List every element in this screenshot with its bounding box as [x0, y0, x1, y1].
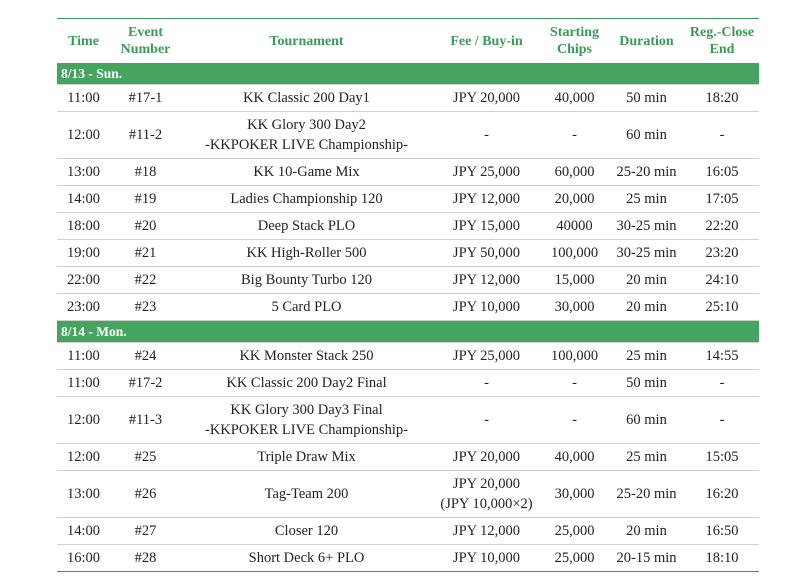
fee-line: JPY 10,000 — [452, 550, 521, 566]
cell-event-number: #18 — [110, 159, 181, 186]
header-starting-chips — [541, 19, 608, 64]
cell-time: 11:00 — [57, 343, 110, 370]
cell-tournament — [181, 112, 432, 159]
cell-tournament — [181, 240, 432, 267]
cell-duration: 50 min — [608, 85, 685, 112]
fee-line: JPY 12,000 — [452, 523, 521, 539]
cell-duration: 25 min — [608, 186, 685, 213]
cell-tournament — [181, 444, 432, 471]
cell-tournament — [181, 471, 432, 518]
day-row — [57, 321, 759, 343]
fee-line: - — [484, 412, 489, 428]
cell-event-number: #25 — [110, 444, 181, 471]
cell-time: 23:00 — [57, 294, 110, 321]
cell-duration: 25 min — [608, 444, 685, 471]
cell-fee — [432, 213, 541, 240]
table-row — [57, 294, 759, 321]
table-row — [57, 343, 759, 370]
fee-line: JPY 50,000 — [452, 245, 521, 261]
tournament-line: KK Glory 300 Day3 Final — [230, 402, 383, 418]
table-row — [57, 186, 759, 213]
cell-starting-chips: 40,000 — [541, 85, 608, 112]
cell-fee — [432, 370, 541, 397]
header-event-line1: Event — [128, 25, 163, 40]
cell-starting-chips: - — [541, 397, 608, 444]
header-end-line1: Reg.-Close — [689, 25, 755, 40]
header-duration: Duration — [608, 19, 685, 64]
day-row — [57, 63, 759, 85]
tournament-line: -KKPOKER LIVE Championship- — [205, 422, 408, 438]
fee-line: JPY 15,000 — [452, 218, 521, 234]
cell-reg-close-end: - — [685, 112, 759, 159]
cell-starting-chips: 30,000 — [541, 471, 608, 518]
cell-event-number: #11-2 — [110, 112, 181, 159]
cell-reg-close-end: 25:10 — [685, 294, 759, 321]
fee-line: JPY 25,000 — [452, 164, 521, 180]
fee-line: JPY 20,000 — [452, 449, 521, 465]
cell-time: 12:00 — [57, 444, 110, 471]
cell-tournament — [181, 518, 432, 545]
cell-duration: 25-20 min — [608, 471, 685, 518]
tournament-line: KK Glory 300 Day2 — [247, 117, 366, 133]
cell-event-number: #19 — [110, 186, 181, 213]
cell-reg-close-end: 18:10 — [685, 545, 759, 572]
fee-line: JPY 25,000 — [452, 348, 521, 364]
fee-line: - — [484, 375, 489, 391]
header-tournament: Tournament — [181, 19, 432, 64]
tournament-line: Tag-Team 200 — [264, 486, 349, 502]
cell-duration: 25-20 min — [608, 159, 685, 186]
cell-starting-chips: - — [541, 112, 608, 159]
cell-fee — [432, 267, 541, 294]
cell-time: 12:00 — [57, 112, 110, 159]
cell-tournament — [181, 159, 432, 186]
cell-reg-close-end: 15:05 — [685, 444, 759, 471]
cell-reg-close-end: 23:20 — [685, 240, 759, 267]
cell-fee — [432, 294, 541, 321]
cell-fee — [432, 518, 541, 545]
cell-time: 14:00 — [57, 518, 110, 545]
table-row — [57, 112, 759, 159]
cell-time: 12:00 — [57, 397, 110, 444]
table-body — [57, 63, 759, 572]
cell-event-number: #17-1 — [110, 85, 181, 112]
cell-duration: 20 min — [608, 518, 685, 545]
cell-starting-chips: 15,000 — [541, 267, 608, 294]
cell-event-number: #22 — [110, 267, 181, 294]
table-row — [57, 518, 759, 545]
fee-line: JPY 20,000 — [452, 90, 521, 106]
cell-fee — [432, 112, 541, 159]
cell-fee — [432, 186, 541, 213]
cell-fee — [432, 85, 541, 112]
cell-reg-close-end: - — [685, 397, 759, 444]
cell-fee — [432, 444, 541, 471]
fee-line: JPY 20,000 — [452, 476, 521, 492]
cell-tournament — [181, 294, 432, 321]
table-row — [57, 545, 759, 572]
cell-duration: 50 min — [608, 370, 685, 397]
cell-fee — [432, 397, 541, 444]
cell-starting-chips: 60,000 — [541, 159, 608, 186]
cell-duration: 60 min — [608, 112, 685, 159]
tournament-line: Triple Draw Mix — [257, 449, 356, 465]
fee-line: JPY 12,000 — [452, 191, 521, 207]
cell-reg-close-end: 18:20 — [685, 85, 759, 112]
tournament-line: KK 10-Game Mix — [253, 164, 360, 180]
cell-event-number: #17-2 — [110, 370, 181, 397]
cell-starting-chips: 40,000 — [541, 444, 608, 471]
cell-time: 19:00 — [57, 240, 110, 267]
cell-event-number: #20 — [110, 213, 181, 240]
cell-event-number: #21 — [110, 240, 181, 267]
cell-reg-close-end: 16:20 — [685, 471, 759, 518]
header-reg-close-end — [685, 19, 759, 64]
cell-duration: 25 min — [608, 343, 685, 370]
tournament-line: Ladies Championship 120 — [230, 191, 383, 207]
cell-time: 16:00 — [57, 545, 110, 572]
cell-time: 11:00 — [57, 370, 110, 397]
table-row — [57, 397, 759, 444]
cell-event-number: #26 — [110, 471, 181, 518]
cell-event-number: #11-3 — [110, 397, 181, 444]
tournament-line: 5 Card PLO — [271, 299, 342, 315]
cell-duration: 20 min — [608, 267, 685, 294]
cell-time: 18:00 — [57, 213, 110, 240]
cell-tournament — [181, 370, 432, 397]
tournament-line: KK Classic 200 Day1 — [243, 90, 370, 106]
cell-tournament — [181, 213, 432, 240]
cell-tournament — [181, 186, 432, 213]
table-row — [57, 213, 759, 240]
cell-tournament — [181, 85, 432, 112]
header-chips-line1: Starting — [550, 25, 599, 40]
header-chips-line2: Chips — [556, 42, 593, 57]
cell-fee — [432, 471, 541, 518]
cell-tournament — [181, 343, 432, 370]
cell-starting-chips: 25,000 — [541, 518, 608, 545]
cell-starting-chips: 40000 — [541, 213, 608, 240]
cell-fee — [432, 343, 541, 370]
cell-event-number: #23 — [110, 294, 181, 321]
cell-tournament — [181, 267, 432, 294]
table-row — [57, 159, 759, 186]
cell-tournament — [181, 545, 432, 572]
header-time: Time — [57, 19, 110, 64]
header-end-line2: End — [709, 42, 735, 57]
cell-event-number: #24 — [110, 343, 181, 370]
cell-duration: 20 min — [608, 294, 685, 321]
tournament-line: -KKPOKER LIVE Championship- — [205, 137, 408, 153]
day-label: 8/13 - Sun. — [57, 63, 759, 85]
tournament-line: Short Deck 6+ PLO — [248, 550, 365, 566]
fee-line: (JPY 10,000×2) — [440, 496, 533, 512]
tournament-line: Big Bounty Turbo 120 — [241, 272, 372, 288]
cell-event-number: #28 — [110, 545, 181, 572]
cell-fee — [432, 159, 541, 186]
cell-time: 13:00 — [57, 471, 110, 518]
table-row — [57, 85, 759, 112]
tournament-line: KK Classic 200 Day2 Final — [226, 375, 387, 391]
cell-fee — [432, 545, 541, 572]
cell-reg-close-end: 22:20 — [685, 213, 759, 240]
cell-starting-chips: 25,000 — [541, 545, 608, 572]
tournament-line: KK High-Roller 500 — [246, 245, 367, 261]
tournament-line: KK Monster Stack 250 — [239, 348, 374, 364]
cell-time: 13:00 — [57, 159, 110, 186]
tournament-line: Deep Stack PLO — [257, 218, 356, 234]
cell-reg-close-end: 16:50 — [685, 518, 759, 545]
table-row — [57, 240, 759, 267]
cell-tournament — [181, 397, 432, 444]
header-event-line2: Number — [120, 42, 171, 57]
cell-duration: 30-25 min — [608, 213, 685, 240]
schedule-table — [57, 18, 759, 572]
cell-starting-chips: 30,000 — [541, 294, 608, 321]
table-row — [57, 267, 759, 294]
header-fee: Fee / Buy-in — [432, 19, 541, 64]
cell-starting-chips: - — [541, 370, 608, 397]
cell-reg-close-end: 16:05 — [685, 159, 759, 186]
cell-reg-close-end: 14:55 — [685, 343, 759, 370]
cell-event-number: #27 — [110, 518, 181, 545]
cell-starting-chips: 100,000 — [541, 240, 608, 267]
table-row — [57, 370, 759, 397]
cell-time: 22:00 — [57, 267, 110, 294]
fee-line: JPY 10,000 — [452, 299, 521, 315]
cell-reg-close-end: - — [685, 370, 759, 397]
tournament-line: Closer 120 — [274, 523, 339, 539]
cell-duration: 60 min — [608, 397, 685, 444]
cell-reg-close-end: 24:10 — [685, 267, 759, 294]
cell-time: 14:00 — [57, 186, 110, 213]
cell-fee — [432, 240, 541, 267]
table-row — [57, 444, 759, 471]
fee-line: - — [484, 127, 489, 143]
cell-reg-close-end: 17:05 — [685, 186, 759, 213]
cell-duration: 30-25 min — [608, 240, 685, 267]
table-row — [57, 471, 759, 518]
day-label: 8/14 - Mon. — [57, 321, 759, 343]
cell-duration: 20-15 min — [608, 545, 685, 572]
header-event-number — [110, 19, 181, 64]
cell-time: 11:00 — [57, 85, 110, 112]
cell-starting-chips: 20,000 — [541, 186, 608, 213]
table-header — [57, 19, 759, 64]
cell-starting-chips: 100,000 — [541, 343, 608, 370]
schedule — [57, 18, 759, 572]
fee-line: JPY 12,000 — [452, 272, 521, 288]
